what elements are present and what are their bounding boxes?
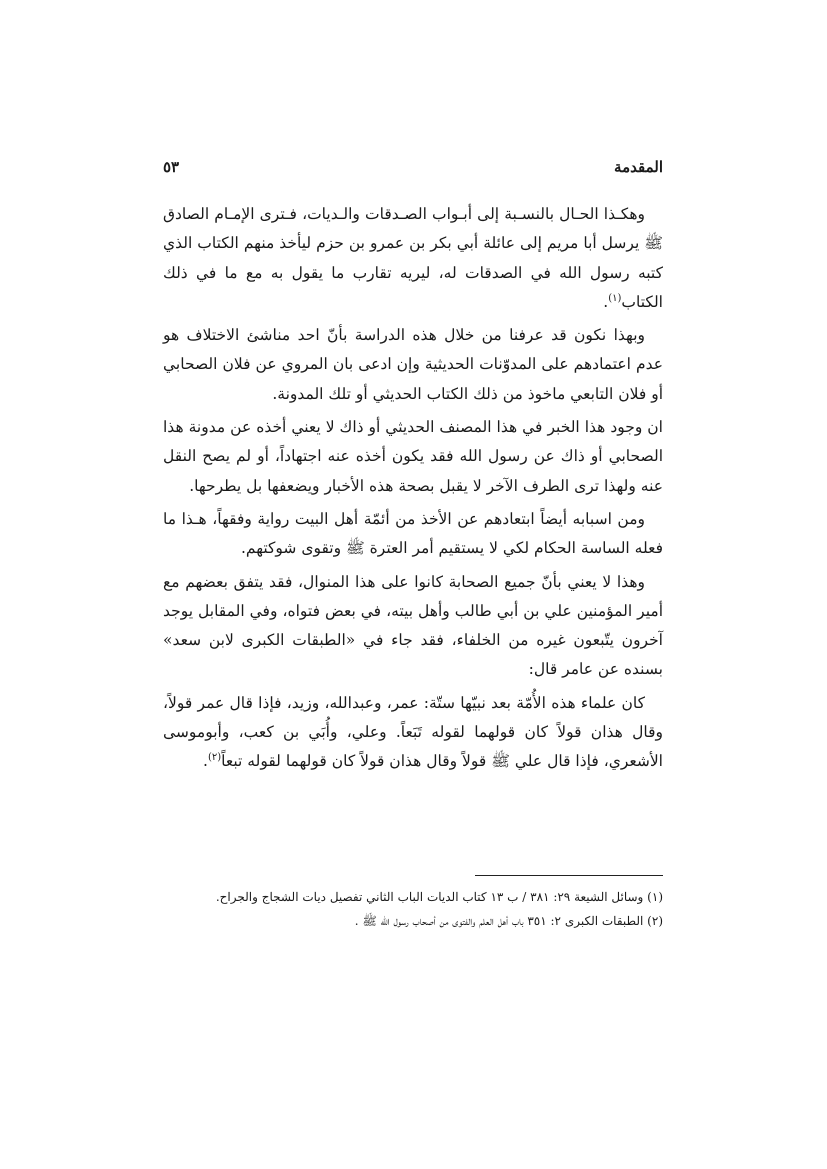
- footnote-ref: (١): [608, 292, 622, 304]
- paragraph: [163, 200, 663, 317]
- footnotes: [163, 885, 663, 933]
- paragraph-text: ان وجود هذا الخبر في هذا المصنف الحديثي أو ذاك لا يعني أخذه عن مدونة هذا الصحابي أو ذاك عن رسول الله فقد يكون أخذه عنه اجتهاداً، أو لم يصح النقل عنه ولهذا ترى الطرف الآخر لا يقبل بصحة هذه الأخبار ويضعفها بل يطرحها.: [163, 418, 663, 495]
- paragraph-text: وهذا لا يعني بأنّ جميع الصحابة كانوا على هذا المنوال، فقد يتفق بعضهم مع أمير المؤمنين علي بن أبي طالب وأهل بيته، في بعض فتواه، وفي المقابل يوجد آخرون يتّبعون غيره من الخلفاء، فقد جاء في «الطبقات الكبرى لابن سعد» بسنده عن عامر قال:: [163, 572, 663, 679]
- paragraph-text: وبهذا نكون قد عرفنا من خلال هذه الدراسة بأنّ احد مناشئ الاختلاف هو عدم اعتمادهم على المدوّنات الحديثية وإن ادعى بان المروي عن فلان الصحابي أو فلان التابعي ماخوذ من ذلك الكتاب الحديثي أو تلك المدونة.: [163, 326, 663, 403]
- footnote-ref: (٢): [207, 752, 222, 764]
- footnote: (١) وسائل الشيعة ٢٩: ٣٨١ / ب ١٣ كتاب الديات الباب الثاني تفصيل ديات الشجاج والجراح.: [215, 890, 663, 904]
- page-number: ٥٣: [163, 158, 180, 176]
- running-title: المقدمة: [614, 158, 663, 176]
- body-text: [163, 200, 663, 781]
- paragraph-text: كان علماء هذه الأُمّة بعد نبيّها ستّة: عمر، وعبدالله، وزيد، فإذا قال عمر قولاً، وقال هذان قولاً كان قولهما لقوله تَبَعاً. وعلي، وأُبَي بن كعب، وأبوموسى الأشعري، فإذا قال علي ﷺ قولاً وقال هذان قولاً كان قولهما لقوله تبعاً: [163, 693, 663, 771]
- paragraph: [163, 321, 663, 409]
- paragraph-end: .: [203, 752, 208, 771]
- paragraph: [163, 568, 663, 685]
- paragraph: [163, 505, 663, 564]
- page-header: [163, 158, 663, 186]
- paragraph-text: ومن اسبابه أيضاً ابتعادهم عن الأخذ من أئمّة أهل البيت رواية وفقهاً، هـذا ما فعله الساسة الحكام لكي لا يستقيم أمر العترة ﷺ وتقوى شوكتهم.: [163, 509, 663, 558]
- footnote-divider: [475, 875, 663, 876]
- paragraph-text: وهكـذا الحـال بالنسـبة إلى أبـواب الصـدقات والـديات، فـترى الإمـام الصادق ﷺ يرسل أبا مريم إلى عائلة أبي بكر بن عمرو بن حزم ليأخذ منهم الكتاب الذي كتبه رسول الله في الصدقات له، ليريه تقارب ما يقول به مع ما في ذلك الكتاب: [163, 205, 663, 311]
- paragraph: [163, 413, 663, 501]
- quotation-paragraph: [163, 689, 663, 777]
- footnote: (٢) الطبقات الكبرى ٢: ٣٥١ باب أهل العلم والفتوى من أصحاب رسول الله ﷺ .: [354, 914, 663, 928]
- paragraph-end: .: [603, 292, 609, 311]
